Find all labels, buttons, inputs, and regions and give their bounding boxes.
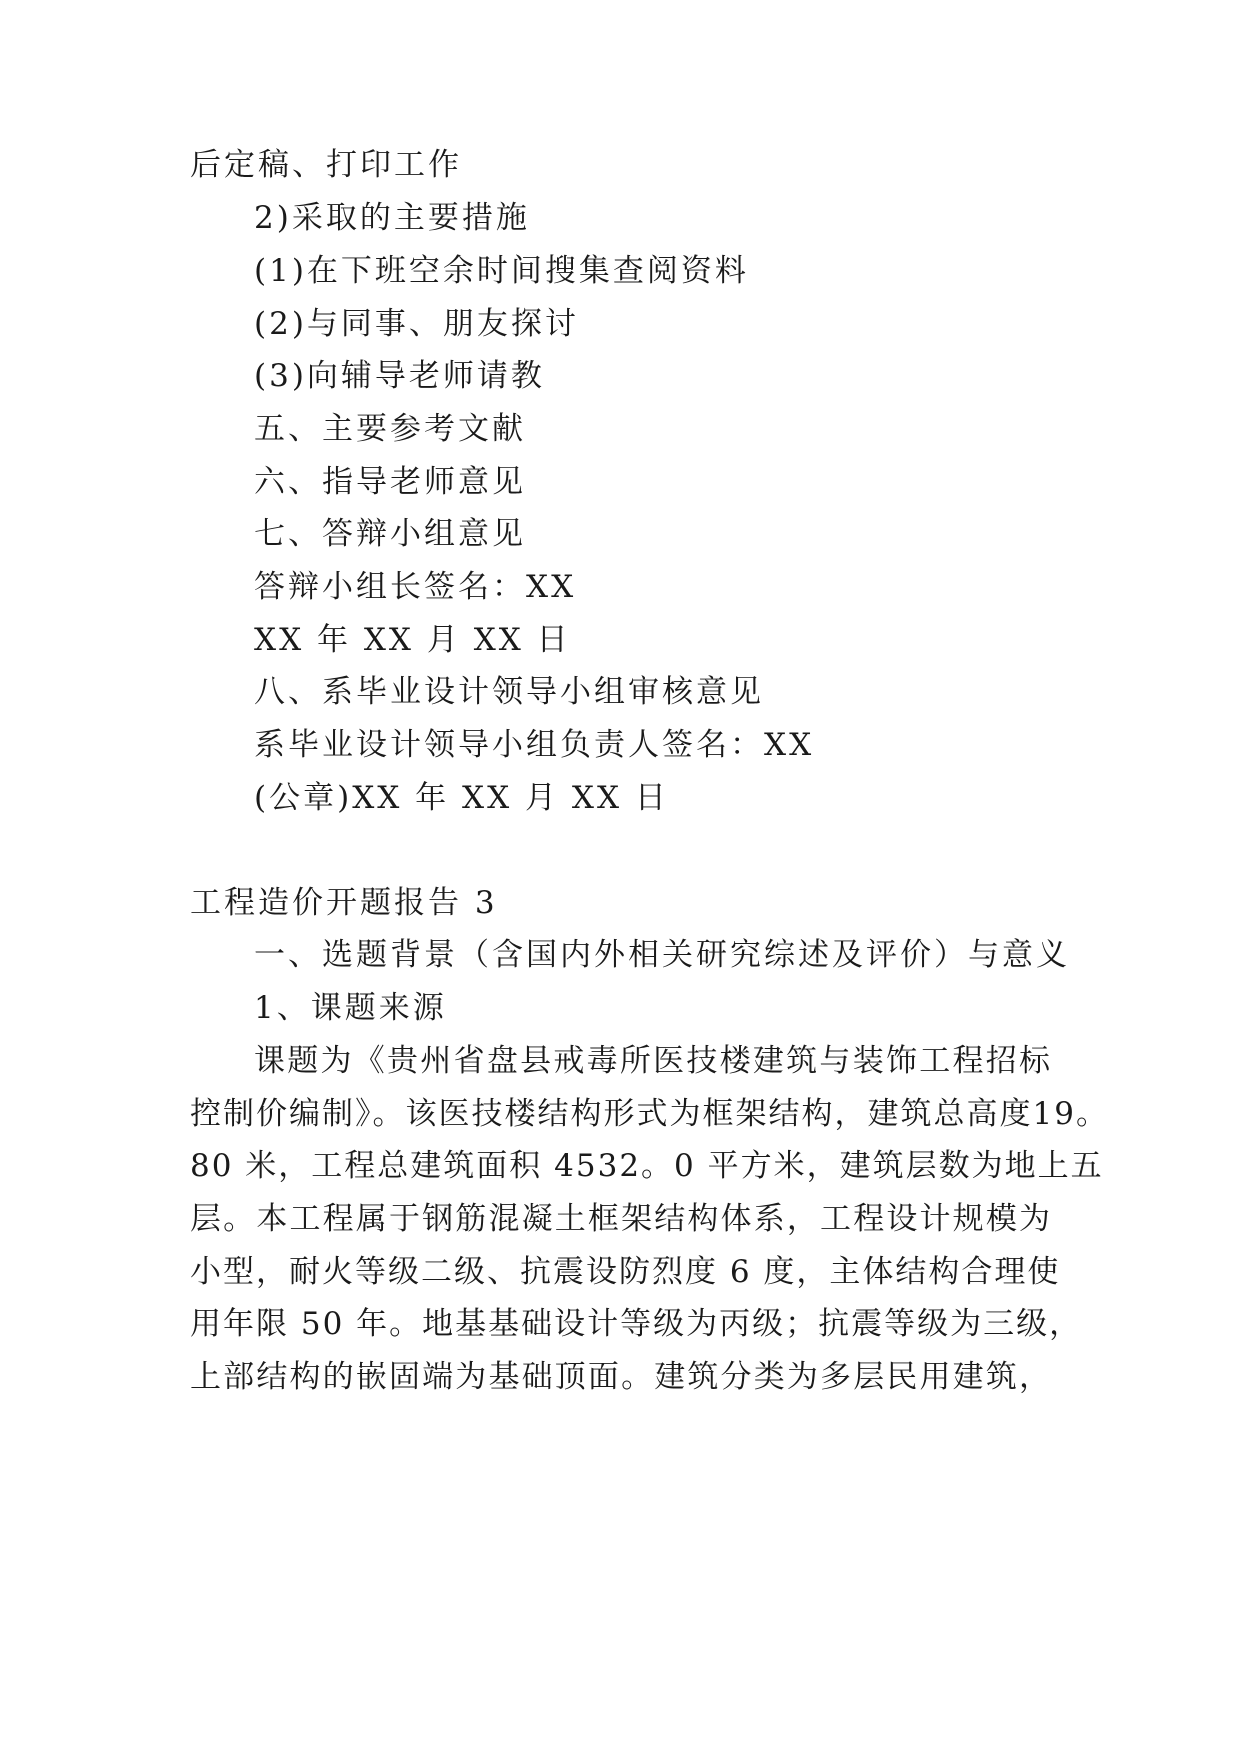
heading-department-review: 八、系毕业设计领导小组审核意见 (254, 674, 764, 710)
sub-item-2: (2)与同事、朋友探讨 (254, 306, 579, 342)
sub-item-3: (3)向辅导老师请教 (254, 358, 545, 394)
sub-item-1: (1)在下班空余时间搜集查阅资料 (254, 253, 749, 289)
paragraph-line: 控制价编制》。该医技楼结构形式为框架结构，建筑总高度19。 (190, 1096, 1109, 1132)
paragraph-line: 上部结构的嵌固端为基础顶面。建筑分类为多层民用建筑， (190, 1359, 1052, 1395)
paragraph-line: 小型，耐火等级二级、抗震设防烈度 6 度，主体结构合理使 (190, 1254, 1061, 1290)
heading-background: 一、选题背景（含国内外相关研究综述及评价）与意义 (254, 937, 1070, 973)
heading-defense-opinion: 七、答辩小组意见 (254, 516, 526, 552)
paragraph-line: 用年限 50 年。地基基础设计等级为丙级；抗震等级为三级， (190, 1306, 1083, 1342)
heading-topic-source: 1、课题来源 (254, 990, 447, 1026)
defense-date: XX 年 XX 月 XX 日 (254, 622, 571, 658)
department-leader-signature: 系毕业设计领导小组负责人签名：XX (254, 727, 815, 763)
paragraph-line: 课题为《贵州省盘县戒毒所医技楼建筑与装饰工程招标 (254, 1043, 1052, 1079)
paragraph-line: 层。本工程属于钢筋混凝土框架结构体系，工程设计规模为 (190, 1201, 1052, 1237)
item-2-heading: 2)采取的主要措施 (254, 200, 530, 236)
heading-advisor-opinion: 六、指导老师意见 (254, 464, 526, 500)
defense-leader-signature: 答辩小组长签名：XX (254, 569, 577, 605)
report-title: 工程造价开题报告 3 (190, 885, 498, 921)
carry-over-line: 后定稿、打印工作 (190, 147, 462, 183)
paragraph-line: 80 米，工程总建筑面积 4532。0 平方米，建筑层数为地上五 (190, 1148, 1104, 1184)
seal-date: (公章)XX 年 XX 月 XX 日 (254, 780, 669, 816)
heading-references: 五、主要参考文献 (254, 411, 526, 447)
